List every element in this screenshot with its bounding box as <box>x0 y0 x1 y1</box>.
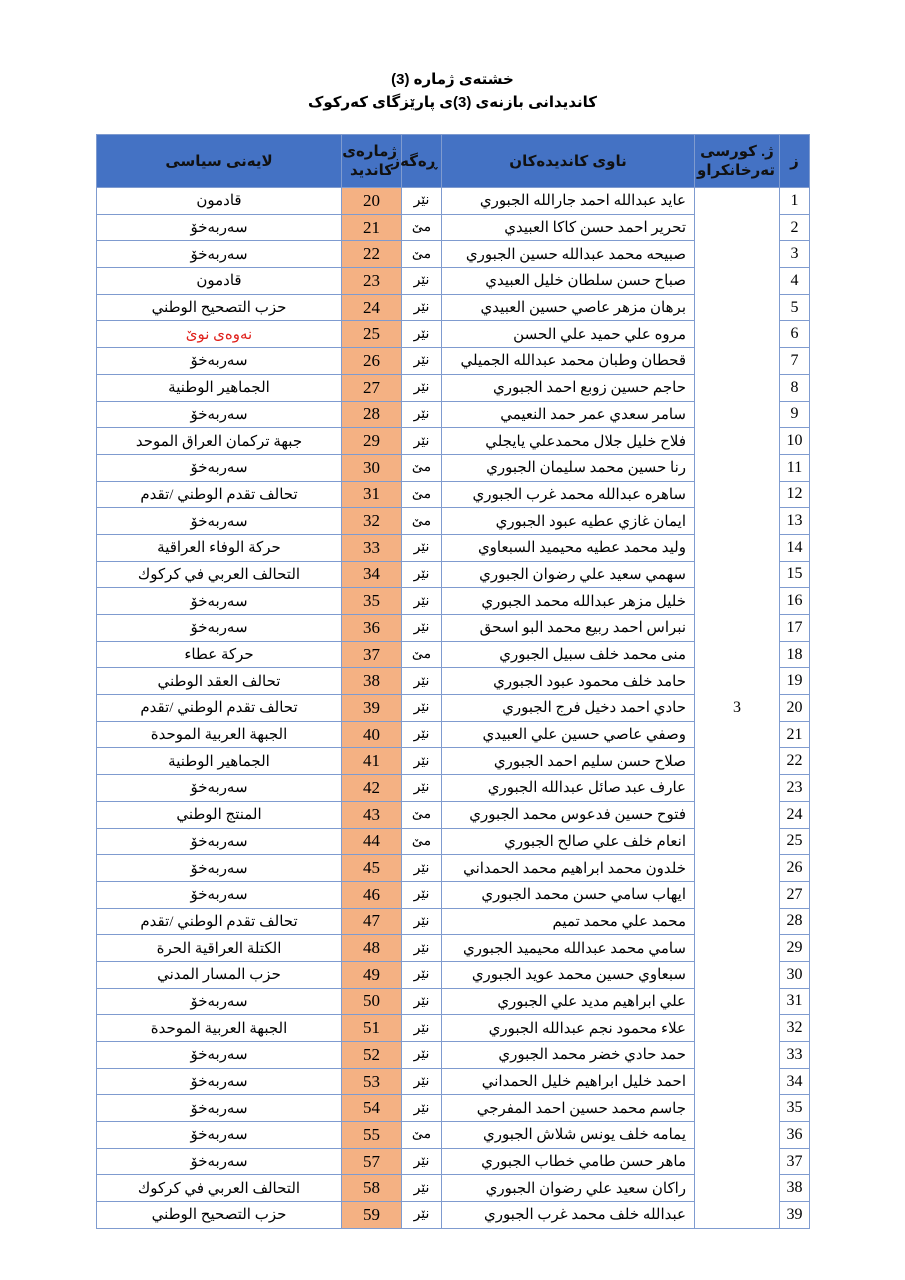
row-index: 7 <box>780 348 810 375</box>
candidate-name: حامد خلف محمود عبود الجبوري <box>442 668 695 695</box>
political-party: الجماهير الوطنية <box>97 748 342 775</box>
candidate-name: سامر سعدي عمر حمد النعيمي <box>442 401 695 428</box>
candidate-number: 41 <box>342 748 402 775</box>
political-party: سەربەخۆ <box>97 1148 342 1175</box>
candidate-number: 26 <box>342 348 402 375</box>
political-party: سەربەخۆ <box>97 214 342 241</box>
political-party: جبهة تركمان العراق الموحد <box>97 428 342 455</box>
candidate-name: سامي محمد عبدالله محيميد الجبوري <box>442 935 695 962</box>
row-index: 11 <box>780 454 810 481</box>
political-party: سەربەخۆ <box>97 1068 342 1095</box>
row-index: 23 <box>780 775 810 802</box>
candidate-gender: مێ <box>402 481 442 508</box>
row-index: 18 <box>780 641 810 668</box>
candidate-gender: نێر <box>402 615 442 642</box>
political-party: حزب التصحيح الوطني <box>97 1202 342 1229</box>
candidate-number: 38 <box>342 668 402 695</box>
political-party: حزب المسار المدني <box>97 961 342 988</box>
candidate-name: يمامه خلف يونس شلاش الجبوري <box>442 1122 695 1149</box>
row-index: 24 <box>780 801 810 828</box>
candidate-name: مروه علي حميد علي الحسن <box>442 321 695 348</box>
political-party: سەربەخۆ <box>97 241 342 268</box>
table-title: خشتەی ژمارە (3) <box>391 71 514 88</box>
row-index: 17 <box>780 615 810 642</box>
candidate-gender: مێ <box>402 641 442 668</box>
political-party: قادمون <box>97 188 342 215</box>
candidate-number: 20 <box>342 188 402 215</box>
candidate-name: خليل مزهر عبدالله محمد الجبوري <box>442 588 695 615</box>
candidate-name: منى محمد خلف سبيل الجبوري <box>442 641 695 668</box>
candidate-gender: مێ <box>402 454 442 481</box>
political-party: سەربەخۆ <box>97 615 342 642</box>
candidate-number: 51 <box>342 1015 402 1042</box>
candidate-name: ساهره عبدالله محمد غرب الجبوري <box>442 481 695 508</box>
political-party: تحالف تقدم الوطني /تقدم <box>97 908 342 935</box>
row-index: 36 <box>780 1122 810 1149</box>
row-index: 25 <box>780 828 810 855</box>
candidate-number: 45 <box>342 855 402 882</box>
candidate-name: حادي احمد دخيل فرج الجبوري <box>442 695 695 722</box>
candidate-gender: نێر <box>402 374 442 401</box>
candidate-name: عايد عبدالله احمد جارالله الجبوري <box>442 188 695 215</box>
candidate-gender: نێر <box>402 428 442 455</box>
political-party: سەربەخۆ <box>97 454 342 481</box>
candidate-gender: مێ <box>402 801 442 828</box>
candidate-gender: مێ <box>402 214 442 241</box>
candidate-gender: مێ <box>402 1122 442 1149</box>
candidate-gender: مێ <box>402 508 442 535</box>
document-title <box>0 68 905 114</box>
row-index: 27 <box>780 881 810 908</box>
row-index: 9 <box>780 401 810 428</box>
political-party: سەربەخۆ <box>97 348 342 375</box>
candidate-name: صباح حسن سلطان خليل العبيدي <box>442 268 695 295</box>
candidate-number: 59 <box>342 1202 402 1229</box>
candidate-name: جاسم محمد حسين احمد المفرجي <box>442 1095 695 1122</box>
candidate-name: عارف عبد صائل عبدالله الجبوري <box>442 775 695 802</box>
candidate-number: 49 <box>342 961 402 988</box>
row-index: 1 <box>780 188 810 215</box>
candidate-number: 35 <box>342 588 402 615</box>
candidate-name: صبيحه محمد عبدالله حسين الجبوري <box>442 241 695 268</box>
political-party: سەربەخۆ <box>97 588 342 615</box>
political-party: سەربەخۆ <box>97 1095 342 1122</box>
political-party: تحالف تقدم الوطني /تقدم <box>97 481 342 508</box>
candidate-name: رنا حسين محمد سليمان الجبوري <box>442 454 695 481</box>
candidate-gender: نێر <box>402 321 442 348</box>
header-number: ژمارەی کاندید <box>342 135 402 188</box>
candidate-gender: نێر <box>402 534 442 561</box>
candidate-name: فتوح حسين فدعوس محمد الجبوري <box>442 801 695 828</box>
table-header-row <box>97 135 810 188</box>
row-index: 26 <box>780 855 810 882</box>
candidate-name: نبراس احمد ربيع محمد البو اسحق <box>442 615 695 642</box>
candidate-gender: نێر <box>402 268 442 295</box>
row-index: 2 <box>780 214 810 241</box>
candidates-table <box>96 134 810 1229</box>
candidate-name: تحرير احمد حسن كاكا العبيدي <box>442 214 695 241</box>
candidate-gender: نێر <box>402 401 442 428</box>
candidate-gender: نێر <box>402 908 442 935</box>
candidate-gender: نێر <box>402 1015 442 1042</box>
row-index: 32 <box>780 1015 810 1042</box>
political-party: نەوەی نوێ <box>97 321 342 348</box>
row-index: 31 <box>780 988 810 1015</box>
row-index: 6 <box>780 321 810 348</box>
row-index: 28 <box>780 908 810 935</box>
candidate-gender: نێر <box>402 935 442 962</box>
candidate-gender: نێر <box>402 1042 442 1069</box>
candidate-number: 39 <box>342 695 402 722</box>
political-party: سەربەخۆ <box>97 1122 342 1149</box>
candidate-gender: نێر <box>402 668 442 695</box>
candidate-name: فلاح خليل جلال محمدعلي يايجلي <box>442 428 695 455</box>
row-index: 37 <box>780 1148 810 1175</box>
candidate-name: قحطان وطبان محمد عبدالله الجميلي <box>442 348 695 375</box>
candidate-name: احمد خليل ابراهيم خليل الحمداني <box>442 1068 695 1095</box>
candidate-number: 30 <box>342 454 402 481</box>
candidate-gender: نێر <box>402 961 442 988</box>
row-index: 39 <box>780 1202 810 1229</box>
row-index: 22 <box>780 748 810 775</box>
political-party: الكتلة العراقية الحرة <box>97 935 342 962</box>
header-name: ناوی کاندیدەکان <box>442 135 695 188</box>
row-index: 8 <box>780 374 810 401</box>
candidate-number: 58 <box>342 1175 402 1202</box>
candidate-name: علي ابراهيم مديد علي الجبوري <box>442 988 695 1015</box>
candidate-gender: نێر <box>402 1068 442 1095</box>
candidate-gender: نێر <box>402 775 442 802</box>
political-party: سەربەخۆ <box>97 508 342 535</box>
row-index: 38 <box>780 1175 810 1202</box>
candidate-number: 21 <box>342 214 402 241</box>
table-row <box>97 188 810 215</box>
candidate-gender: نێر <box>402 1175 442 1202</box>
candidate-number: 23 <box>342 268 402 295</box>
header-seats: ژ. کورسی تەرخانکراو <box>695 135 780 188</box>
political-party: سەربەخۆ <box>97 775 342 802</box>
candidate-number: 40 <box>342 721 402 748</box>
candidate-number: 33 <box>342 534 402 561</box>
candidate-number: 52 <box>342 1042 402 1069</box>
candidate-number: 54 <box>342 1095 402 1122</box>
table-body <box>97 188 810 1229</box>
candidate-number: 34 <box>342 561 402 588</box>
candidate-number: 31 <box>342 481 402 508</box>
candidate-name: حمد حادي خضر محمد الجبوري <box>442 1042 695 1069</box>
candidate-number: 43 <box>342 801 402 828</box>
candidate-number: 37 <box>342 641 402 668</box>
candidate-number: 44 <box>342 828 402 855</box>
row-index: 5 <box>780 294 810 321</box>
row-index: 15 <box>780 561 810 588</box>
row-index: 12 <box>780 481 810 508</box>
candidate-number: 36 <box>342 615 402 642</box>
header-gender: ڕەگەز <box>402 135 442 188</box>
candidate-number: 25 <box>342 321 402 348</box>
candidate-gender: نێر <box>402 748 442 775</box>
candidate-name: انعام خلف علي صالح الجبوري <box>442 828 695 855</box>
candidate-number: 42 <box>342 775 402 802</box>
candidate-gender: نێر <box>402 695 442 722</box>
candidate-gender: نێر <box>402 881 442 908</box>
political-party: سەربەخۆ <box>97 881 342 908</box>
header-party: لایەنی سیاسی <box>97 135 342 188</box>
political-party: التحالف العربي في كركوك <box>97 1175 342 1202</box>
candidate-name: ماهر حسن طامي خطاب الجبوري <box>442 1148 695 1175</box>
candidate-number: 55 <box>342 1122 402 1149</box>
row-index: 10 <box>780 428 810 455</box>
candidate-gender: نێر <box>402 988 442 1015</box>
seats-cell: 3 <box>695 188 780 1229</box>
candidate-name: خلدون محمد ابراهيم محمد الحمداني <box>442 855 695 882</box>
row-index: 4 <box>780 268 810 295</box>
row-index: 33 <box>780 1042 810 1069</box>
political-party: تحالف العقد الوطني <box>97 668 342 695</box>
political-party: حركة عطاء <box>97 641 342 668</box>
candidate-number: 53 <box>342 1068 402 1095</box>
candidate-name: وليد محمد عطيه محيميد السبعاوي <box>442 534 695 561</box>
political-party: حركة الوفاء العراقية <box>97 534 342 561</box>
candidate-gender: نێر <box>402 1095 442 1122</box>
candidate-name: سهمي سعيد علي رضوان الجبوري <box>442 561 695 588</box>
political-party: الجبهة العربية الموحدة <box>97 1015 342 1042</box>
row-index: 29 <box>780 935 810 962</box>
row-index: 35 <box>780 1095 810 1122</box>
row-index: 13 <box>780 508 810 535</box>
row-index: 3 <box>780 241 810 268</box>
candidate-name: علاء محمود نجم عبدالله الجبوري <box>442 1015 695 1042</box>
row-index: 19 <box>780 668 810 695</box>
candidate-gender: نێر <box>402 561 442 588</box>
political-party: الجماهير الوطنية <box>97 374 342 401</box>
political-party: قادمون <box>97 268 342 295</box>
candidate-number: 32 <box>342 508 402 535</box>
candidate-gender: مێ <box>402 828 442 855</box>
table-subtitle: کاندیدانی بازنەی (3)ی پارێزگای کەرکوک <box>308 94 597 111</box>
candidate-number: 46 <box>342 881 402 908</box>
candidate-number: 29 <box>342 428 402 455</box>
candidate-name: عبدالله خلف محمد غرب الجبوري <box>442 1202 695 1229</box>
candidate-gender: نێر <box>402 855 442 882</box>
candidate-name: ايهاب سامي حسن محمد الجبوري <box>442 881 695 908</box>
candidate-gender: نێر <box>402 348 442 375</box>
row-index: 30 <box>780 961 810 988</box>
political-party: تحالف تقدم الوطني /تقدم <box>97 695 342 722</box>
row-index: 21 <box>780 721 810 748</box>
candidate-number: 24 <box>342 294 402 321</box>
header-index: ز <box>780 135 810 188</box>
candidate-number: 48 <box>342 935 402 962</box>
candidate-number: 57 <box>342 1148 402 1175</box>
political-party: حزب التصحيح الوطني <box>97 294 342 321</box>
political-party: سەربەخۆ <box>97 1042 342 1069</box>
row-index: 20 <box>780 695 810 722</box>
candidate-name: حاجم حسين زوبع احمد الجبوري <box>442 374 695 401</box>
political-party: المنتج الوطني <box>97 801 342 828</box>
candidate-name: ايمان غازي عطيه عبود الجبوري <box>442 508 695 535</box>
political-party: سەربەخۆ <box>97 855 342 882</box>
candidate-gender: نێر <box>402 188 442 215</box>
candidate-gender: نێر <box>402 721 442 748</box>
political-party: التحالف العربي في كركوك <box>97 561 342 588</box>
candidate-name: برهان مزهر عاصي حسين العبيدي <box>442 294 695 321</box>
candidate-name: راكان سعيد علي رضوان الجبوري <box>442 1175 695 1202</box>
candidate-gender: نێر <box>402 588 442 615</box>
candidate-number: 28 <box>342 401 402 428</box>
candidate-number: 47 <box>342 908 402 935</box>
row-index: 34 <box>780 1068 810 1095</box>
row-index: 14 <box>780 534 810 561</box>
candidate-gender: مێ <box>402 241 442 268</box>
row-index: 16 <box>780 588 810 615</box>
candidate-number: 27 <box>342 374 402 401</box>
candidate-name: سبعاوي حسين محمد عويد الجبوري <box>442 961 695 988</box>
candidate-gender: نێر <box>402 294 442 321</box>
candidate-name: محمد علي محمد تميم <box>442 908 695 935</box>
political-party: الجبهة العربية الموحدة <box>97 721 342 748</box>
candidate-number: 22 <box>342 241 402 268</box>
candidate-gender: نێر <box>402 1202 442 1229</box>
candidate-gender: نێر <box>402 1148 442 1175</box>
candidate-name: وصفي عاصي حسين علي العبيدي <box>442 721 695 748</box>
political-party: سەربەخۆ <box>97 828 342 855</box>
candidate-name: صلاح حسن سليم احمد الجبوري <box>442 748 695 775</box>
candidate-number: 50 <box>342 988 402 1015</box>
political-party: سەربەخۆ <box>97 401 342 428</box>
political-party: سەربەخۆ <box>97 988 342 1015</box>
